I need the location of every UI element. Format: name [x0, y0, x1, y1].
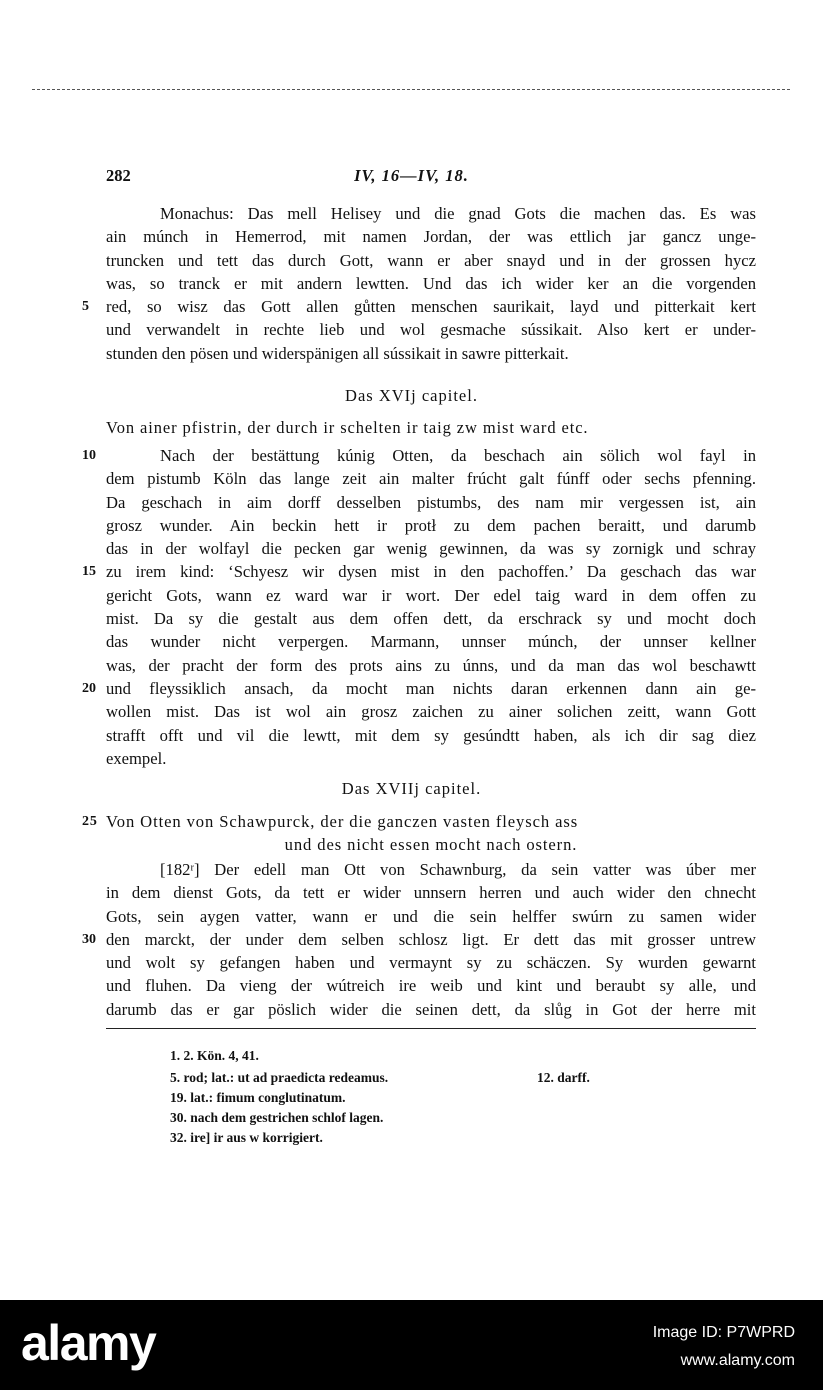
text-line: und wolt sy gefangen haben und vermaynt sy zu schäczen. Sy wurden gewarnt [106, 953, 756, 973]
footnote: 1. 2. Kön. 4, 41. [170, 1048, 259, 1063]
text-line: 20 und fleyssiklich ansach, da mocht man nichts daran erkennen dann ain ge- [106, 677, 756, 700]
top-rule [32, 89, 790, 90]
chapter-subtitle: Von ainer pfistrin, der durch ir schelten ir taig zw mist ward etc. [106, 418, 589, 437]
chapter-subtitle: 25 Von Otten von Schawpurck, der die ganczen vasten fleysch ass und des nicht essen mocht nach ostern. [82, 812, 579, 855]
text-line: das in der wolfayl die pecken gar wenig gewinnen, da was sy zornigk und schray [106, 539, 756, 559]
text-line: strafft offt und vil die lewtt, mit dem sy gesúndtt haben, als ich dir sag diez [106, 725, 756, 745]
footnote-rule [106, 1028, 756, 1029]
footnote: 30. nach dem gestrichen schlof lagen. [170, 1110, 384, 1125]
text-line: exempel. [106, 748, 167, 768]
text-line: das wunder nicht verpergen. Marmann, unnser múnch, der unnser kellner [106, 632, 756, 652]
text-line: grosz wunder. Ain beckin hett ir protł zu dem pachen beraitt, und darumb [106, 515, 756, 535]
line-number: 25 [82, 814, 98, 829]
footnote-right: 12. darff. [537, 1070, 590, 1085]
text-line: Da geschach in aim dorff desselben pistumbs, des nam mir vergessen ist, ain [106, 492, 756, 512]
text-line: 30 den marckt, der under dem selben schlosz ligt. Er dett das mit grosser untrew [106, 928, 756, 951]
running-header [0, 166, 823, 190]
text-line: Gots, sein aygen vatter, wann er und die sein helffer swúrn zu samen wider [106, 906, 756, 926]
text-line: mist. Da sy die gestalt aus dem offen dett, da erschrack sy und mocht doch [106, 609, 756, 629]
text-line: truncken und tett das durch Gott, wann er aber snayd und in der grossen hycz [106, 250, 756, 270]
text-line: was, so tranck er mit andern lewtten. Und das ich wider ker an die vorgenden [106, 273, 756, 293]
text-line: und verwandelt in rechte lieb und wol gesmache sússikait. Also kert er under- [106, 320, 756, 340]
site-link[interactable]: www.alamy.com [680, 1352, 795, 1369]
footnote: 5. rod; lat.: ut ad praedicta redeamus. [170, 1070, 389, 1085]
alamy-logo[interactable]: alamy [21, 1315, 156, 1371]
text-line: darumb das er gar pöslich wider die seinen dett, da slůg in Got der herre mit [106, 999, 756, 1019]
footnote: 19. lat.: fimum conglutinatum. [170, 1090, 346, 1105]
text-line: was, der pracht der form des prots ains zu únns, und da man das wol beschawtt [106, 655, 756, 675]
text-line: 5 red, so wisz das Gott allen gůtten menschen saurikait, layd und pitterkait kert [106, 295, 756, 318]
footnote: 32. ire] ir aus w korrigiert. [170, 1130, 323, 1145]
line-number: 15 [82, 564, 96, 580]
text-line: in dem dienst Gots, da tett er wider unnsern herren und auch wider den chnecht [106, 883, 756, 903]
paragraph-pfistrin [82, 444, 756, 770]
text-line: und fluhen. Da vieng der wútreich ire weib und kint und beraubt sy alle, und [106, 976, 756, 996]
line-number: 30 [82, 931, 96, 947]
line-number: 20 [82, 680, 96, 696]
text-line: 15 zu irem kind: ‘Schyesz wir dysen mist in den pachoffen.’ Da geschach das war [106, 560, 756, 583]
image-id: Image ID: P7WPRD [652, 1324, 795, 1341]
paragraph-otten [82, 858, 756, 1021]
stock-banner [0, 1300, 823, 1390]
text-line: wollen mist. Das ist wol ain grosz zaichen zu ainer solichen zeitt, wann Gott [106, 702, 756, 722]
text-line: dem pistumb Köln das lange zeit ain malter frúcht galt fúnff oder sechs pfenning. [106, 469, 756, 489]
line-number: 5 [82, 299, 89, 315]
text-line: [182ʳ] Der edell man Ott von Schawnburg, da sein vatter was úber mer [160, 860, 756, 879]
text-line: Monachus: Das mell Helisey und die gnad Gots die machen das. Es was [160, 204, 756, 223]
chapter-heading: Das XVIj capitel. [345, 386, 478, 405]
line-number: 10 [82, 448, 96, 463]
running-title: IV, 16—IV, 18. [354, 166, 469, 185]
text-line: gericht Gots, wann ez ward war ir wort. Der edel taig ward in dem offen zu [106, 585, 756, 605]
chapter-heading: Das XVIIj capitel. [341, 779, 482, 798]
text-line: ain múnch in Hemerrod, mit namen Jordan, der was ettlich jar gancz unge- [106, 227, 756, 247]
page-number: 282 [106, 166, 131, 185]
text-line: stunden den pösen und widerspänigen all sússikait in sawre pitterkait. [106, 343, 569, 363]
text-line: 10 Nach der bestättung kúnig Otten, da beschach ain sölich wol fayl in [106, 444, 756, 467]
paragraph-monachus [82, 202, 756, 365]
